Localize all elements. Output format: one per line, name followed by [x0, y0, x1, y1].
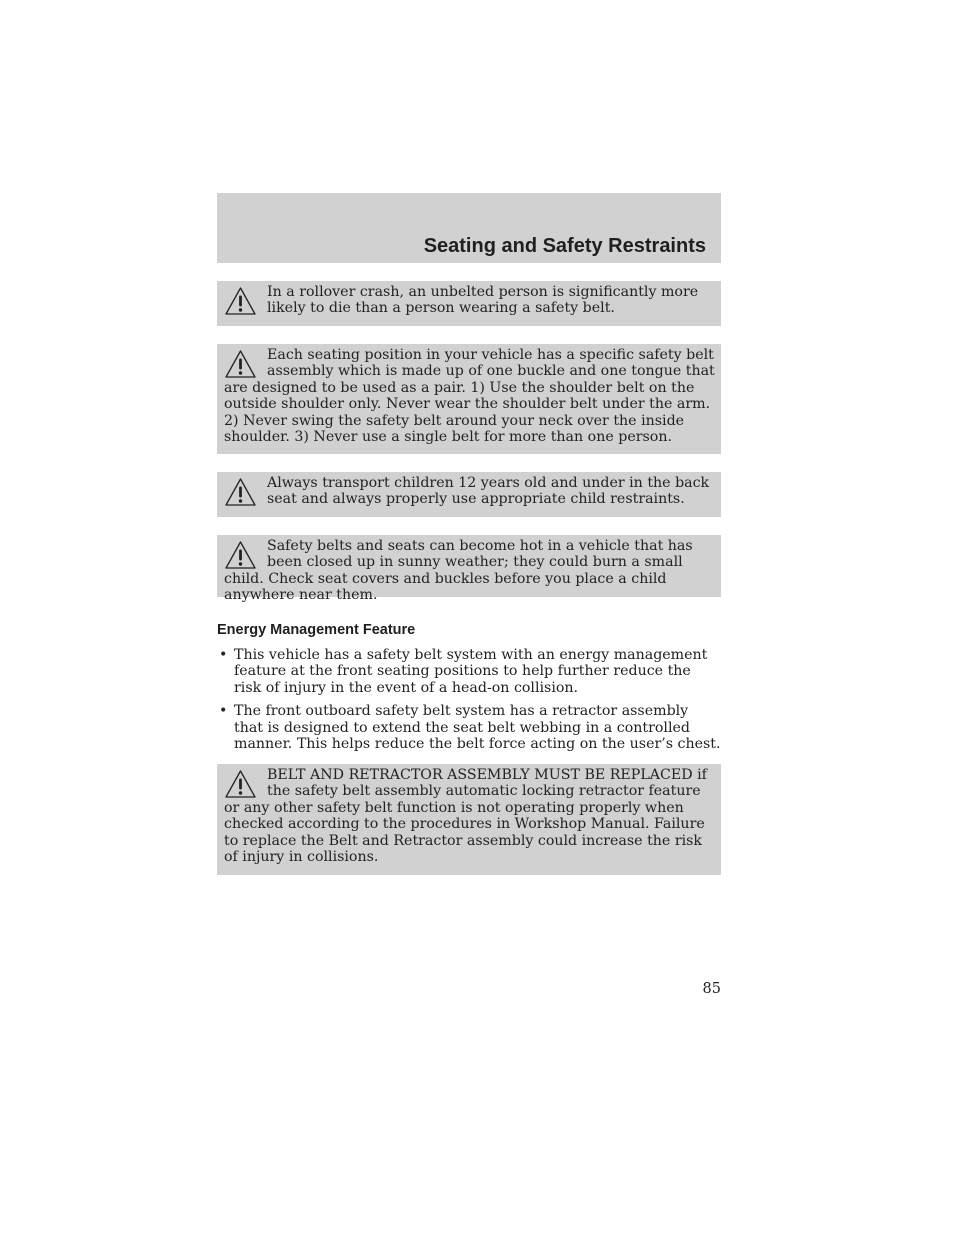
warning-text: Each seating position in your vehicle has a specific safety belt assembly which is made up of one buckle and one tongue that are designed to be used as a pair. 1) Use the shoulder belt on the outside shoulder only. Never wear the shoulder belt under the arm. 2) Never swing the safety belt around your neck over the inside shoulder. 3) Never use a single belt for more than one person. — [224, 347, 715, 446]
warning-box-hot-seats — [217, 535, 721, 604]
warning-text: BELT AND RETRACTOR ASSEMBLY MUST BE REPLACED if the safety belt assembly automatic locking retractor feature or any other safety belt function is not operating properly when checked according to the procedures in Workshop Manual. Failure to replace the Belt and Retractor assembly could increase the risk of injury in collisions. — [224, 767, 707, 866]
list-item — [217, 647, 721, 696]
warning-box-retractor — [217, 764, 721, 875]
section-title: Seating and Safety Restraints — [423, 235, 706, 257]
warning-triangle-icon — [224, 540, 257, 570]
bullet-icon: • — [219, 703, 228, 720]
list-item-text: The front outboard safety belt system has a retractor assembly that is designed to extend the seat belt webbing in a controlled manner. This helps reduce the belt force acting on the user’s chest. — [234, 703, 721, 753]
energy-management-list — [217, 647, 721, 759]
bullet-icon: • — [219, 647, 228, 663]
warning-triangle-icon — [224, 349, 257, 379]
warning-box-rollover — [217, 281, 721, 326]
page-number: 85 — [702, 981, 721, 997]
warning-triangle-icon — [224, 769, 257, 799]
warning-triangle-icon — [224, 477, 257, 507]
list-item-text: This vehicle has a safety belt system with an energy management feature at the front seating positions to help further reduce the risk of injury in the event of a head-on collision. — [234, 647, 708, 696]
energy-management-heading: Energy Management Feature — [217, 622, 416, 638]
section-header-band — [217, 193, 721, 263]
warning-text: Always transport children 12 years old and under in the back seat and always properly use appropriate child restraints. — [267, 475, 710, 508]
warning-text: In a rollover crash, an unbelted person is significantly more likely to die than a person wearing a safety belt. — [267, 284, 699, 317]
warning-box-belt-assembly — [217, 344, 721, 454]
list-item — [217, 703, 721, 752]
warning-text: Safety belts and seats can become hot in a vehicle that has been closed up in sunny weather; they could burn a small child. Check seat covers and buckles before you place a child anywhere near them. — [224, 538, 693, 604]
warning-box-children — [217, 472, 721, 517]
warning-triangle-icon — [224, 286, 257, 316]
